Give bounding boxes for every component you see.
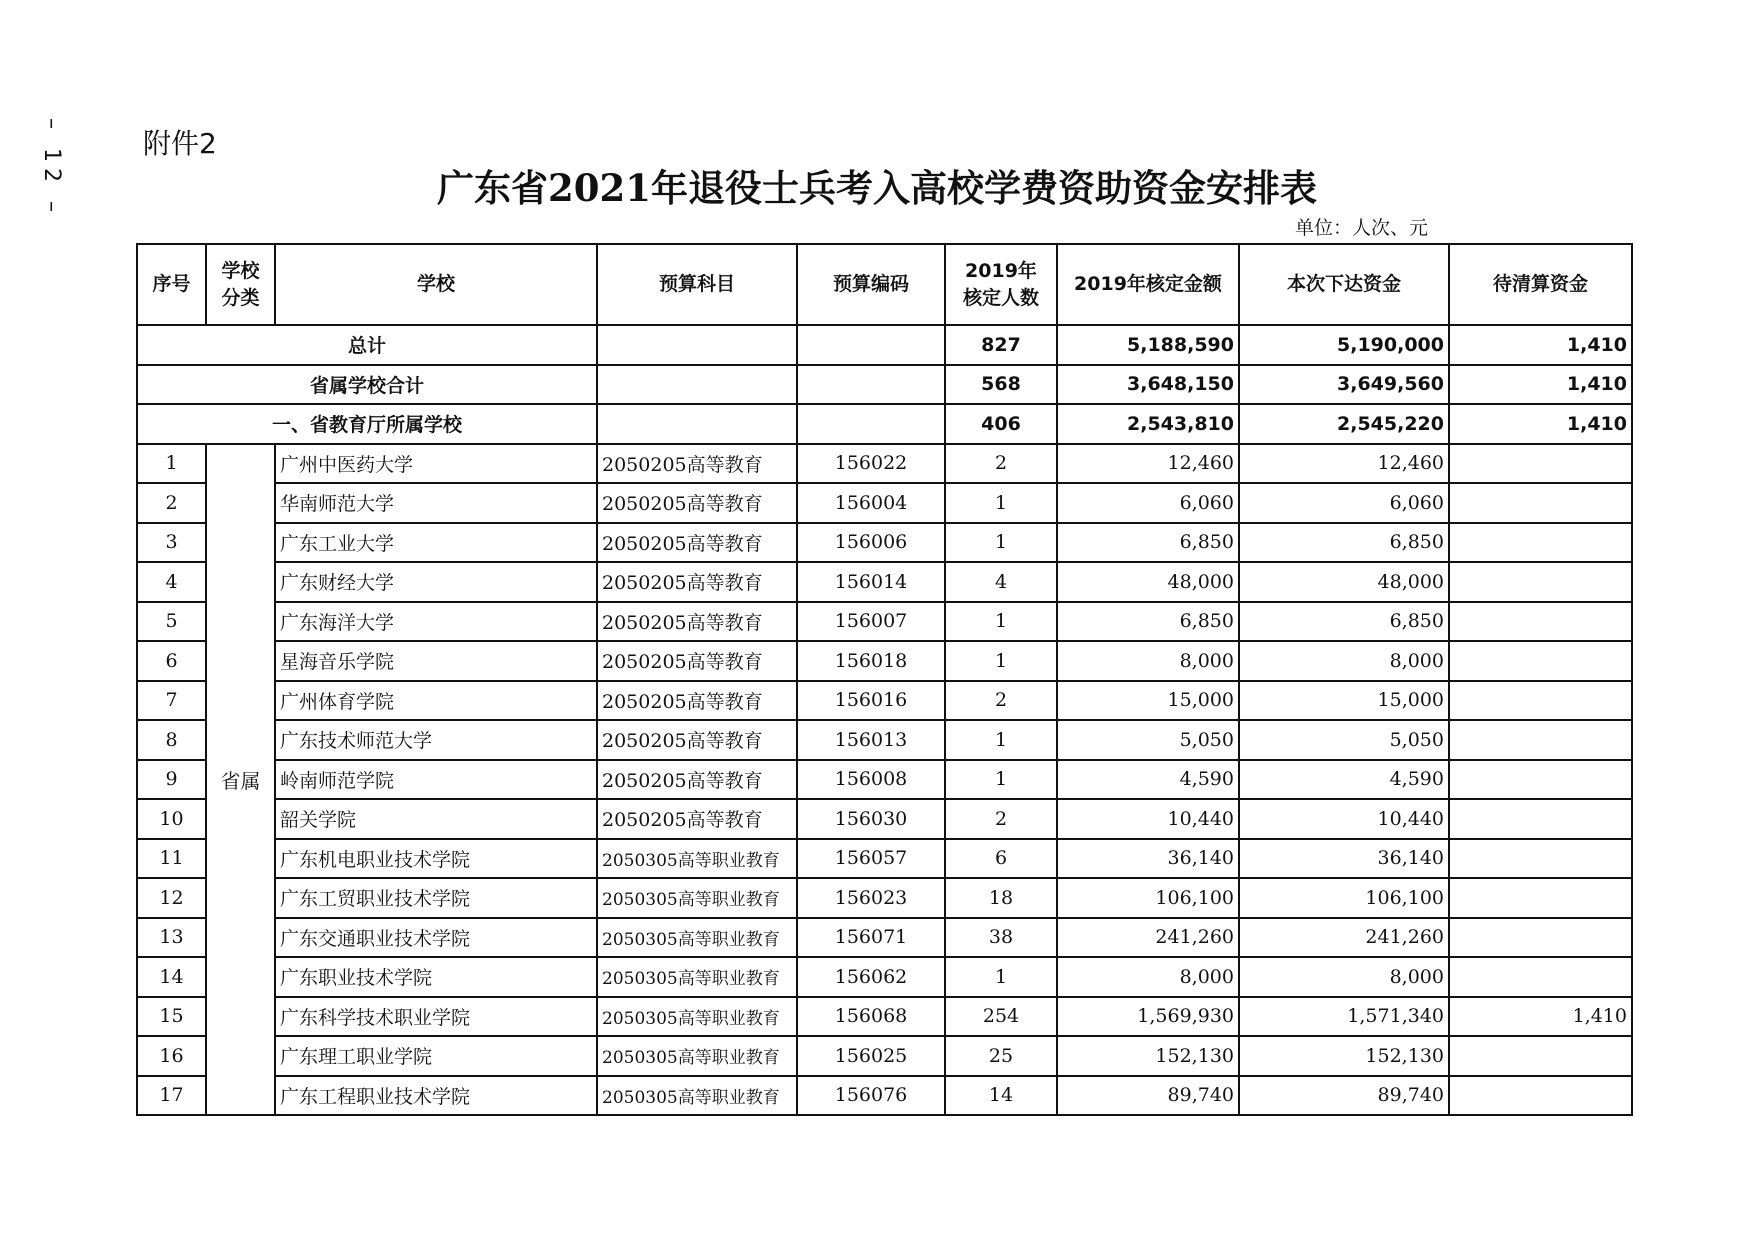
row-school: 广东海洋大学: [275, 602, 597, 642]
attachment-label: 附件2: [143, 127, 217, 160]
row-issued: 6,060: [1239, 483, 1449, 523]
row-seq: 12: [137, 878, 206, 918]
row-amount: 6,060: [1057, 483, 1239, 523]
row-seq: 10: [137, 799, 206, 839]
header-subject: 预算科目: [597, 244, 797, 325]
row-count: 1: [945, 483, 1057, 523]
header-count: 2019年核定人数: [945, 244, 1057, 325]
row-code: 156004: [797, 483, 945, 523]
row-code: 156057: [797, 839, 945, 879]
row-seq: 3: [137, 523, 206, 563]
table-row: [137, 760, 1632, 800]
header-category: 学校分类: [206, 244, 275, 325]
row-seq: 9: [137, 760, 206, 800]
row-amount: 89,740: [1057, 1076, 1239, 1116]
document-title: 广东省2021年退役士兵考入高校学费资助资金安排表: [437, 166, 1317, 210]
summary-code: [797, 404, 945, 444]
row-pending: [1449, 1076, 1632, 1116]
row-count: 1: [945, 720, 1057, 760]
row-count: 2: [945, 681, 1057, 721]
row-count: 1: [945, 523, 1057, 563]
row-seq: 1: [137, 444, 206, 484]
header-seq: 序号: [137, 244, 206, 325]
row-code: 156025: [797, 1036, 945, 1076]
row-subject: 2050305高等职业教育: [597, 878, 797, 918]
row-code: 156068: [797, 997, 945, 1037]
row-issued: 6,850: [1239, 523, 1449, 563]
row-school: 广州体育学院: [275, 681, 597, 721]
row-seq: 16: [137, 1036, 206, 1076]
row-code: 156013: [797, 720, 945, 760]
row-count: 14: [945, 1076, 1057, 1116]
row-code: 156071: [797, 918, 945, 958]
row-seq: 17: [137, 1076, 206, 1116]
row-subject: 2050205高等教育: [597, 720, 797, 760]
table-row: [137, 918, 1632, 958]
summary-issued: 3,649,560: [1239, 365, 1449, 405]
row-amount: 10,440: [1057, 799, 1239, 839]
row-school: 广东技术师范大学: [275, 720, 597, 760]
row-issued: 241,260: [1239, 918, 1449, 958]
row-school: 广东工贸职业技术学院: [275, 878, 597, 918]
row-amount: 152,130: [1057, 1036, 1239, 1076]
row-seq: 8: [137, 720, 206, 760]
row-issued: 8,000: [1239, 957, 1449, 997]
row-issued: 1,571,340: [1239, 997, 1449, 1037]
row-issued: 15,000: [1239, 681, 1449, 721]
table-row: [137, 957, 1632, 997]
row-issued: 12,460: [1239, 444, 1449, 484]
summary-amount: 3,648,150: [1057, 365, 1239, 405]
table-row: [137, 1076, 1632, 1116]
header-issued: 本次下达资金: [1239, 244, 1449, 325]
row-amount: 15,000: [1057, 681, 1239, 721]
summary-issued: 5,190,000: [1239, 325, 1449, 365]
row-subject: 2050205高等教育: [597, 523, 797, 563]
row-issued: 89,740: [1239, 1076, 1449, 1116]
row-amount: 106,100: [1057, 878, 1239, 918]
summary-subject: [597, 404, 797, 444]
row-issued: 36,140: [1239, 839, 1449, 879]
row-amount: 12,460: [1057, 444, 1239, 484]
row-seq: 14: [137, 957, 206, 997]
summary-label: 一、省教育厅所属学校: [137, 404, 597, 444]
row-subject: 2050205高等教育: [597, 562, 797, 602]
row-subject: 2050305高等职业教育: [597, 1076, 797, 1116]
row-count: 2: [945, 799, 1057, 839]
table-row: [137, 878, 1632, 918]
row-pending: 1,410: [1449, 997, 1632, 1037]
row-school: 广东机电职业技术学院: [275, 839, 597, 879]
row-count: 1: [945, 602, 1057, 642]
row-issued: 48,000: [1239, 562, 1449, 602]
row-amount: 6,850: [1057, 602, 1239, 642]
summary-amount: 5,188,590: [1057, 325, 1239, 365]
row-subject: 2050205高等教育: [597, 641, 797, 681]
summary-row: [137, 365, 1632, 405]
row-count: 18: [945, 878, 1057, 918]
summary-label: 省属学校合计: [137, 365, 597, 405]
row-count: 254: [945, 997, 1057, 1037]
row-amount: 8,000: [1057, 957, 1239, 997]
category-cell: 省属: [206, 444, 275, 1116]
row-code: 156076: [797, 1076, 945, 1116]
row-count: 25: [945, 1036, 1057, 1076]
row-pending: [1449, 799, 1632, 839]
row-pending: [1449, 444, 1632, 484]
row-school: 星海音乐学院: [275, 641, 597, 681]
row-issued: 5,050: [1239, 720, 1449, 760]
row-issued: 10,440: [1239, 799, 1449, 839]
table-row: [137, 799, 1632, 839]
row-subject: 2050305高等职业教育: [597, 1036, 797, 1076]
row-subject: 2050205高等教育: [597, 681, 797, 721]
row-count: 6: [945, 839, 1057, 879]
summary-row: [137, 325, 1632, 365]
row-school: 岭南师范学院: [275, 760, 597, 800]
row-count: 1: [945, 957, 1057, 997]
row-amount: 8,000: [1057, 641, 1239, 681]
row-school: 广东职业技术学院: [275, 957, 597, 997]
summary-pending: 1,410: [1449, 404, 1632, 444]
row-seq: 6: [137, 641, 206, 681]
row-amount: 241,260: [1057, 918, 1239, 958]
summary-count: 406: [945, 404, 1057, 444]
row-code: 156016: [797, 681, 945, 721]
summary-code: [797, 365, 945, 405]
table-row: [137, 562, 1632, 602]
row-pending: [1449, 720, 1632, 760]
row-pending: [1449, 562, 1632, 602]
summary-amount: 2,543,810: [1057, 404, 1239, 444]
page-number: – 12 –: [39, 118, 64, 218]
row-issued: 106,100: [1239, 878, 1449, 918]
row-school: 广东财经大学: [275, 562, 597, 602]
row-school: 广州中医药大学: [275, 444, 597, 484]
row-subject: 2050205高等教育: [597, 483, 797, 523]
summary-subject: [597, 365, 797, 405]
row-amount: 48,000: [1057, 562, 1239, 602]
row-school: 韶关学院: [275, 799, 597, 839]
row-count: 4: [945, 562, 1057, 602]
row-code: 156008: [797, 760, 945, 800]
row-code: 156022: [797, 444, 945, 484]
row-subject: 2050205高等教育: [597, 799, 797, 839]
row-code: 156018: [797, 641, 945, 681]
header-school: 学校: [275, 244, 597, 325]
summary-row: [137, 404, 1632, 444]
funding-table: [136, 243, 1633, 1116]
row-amount: 4,590: [1057, 760, 1239, 800]
row-pending: [1449, 878, 1632, 918]
table-row: [137, 602, 1632, 642]
summary-code: [797, 325, 945, 365]
row-seq: 7: [137, 681, 206, 721]
row-count: 38: [945, 918, 1057, 958]
row-school: 广东科学技术职业学院: [275, 997, 597, 1037]
row-code: 156014: [797, 562, 945, 602]
row-issued: 4,590: [1239, 760, 1449, 800]
table-row: [137, 681, 1632, 721]
row-pending: [1449, 641, 1632, 681]
row-school: 广东工业大学: [275, 523, 597, 563]
row-seq: 13: [137, 918, 206, 958]
row-seq: 5: [137, 602, 206, 642]
row-pending: [1449, 918, 1632, 958]
row-seq: 4: [137, 562, 206, 602]
summary-subject: [597, 325, 797, 365]
row-subject: 2050305高等职业教育: [597, 918, 797, 958]
table-row: [137, 997, 1632, 1037]
row-code: 156023: [797, 878, 945, 918]
row-seq: 11: [137, 839, 206, 879]
row-subject: 2050305高等职业教育: [597, 839, 797, 879]
table-row: [137, 523, 1632, 563]
row-subject: 2050205高等教育: [597, 760, 797, 800]
row-seq: 2: [137, 483, 206, 523]
row-pending: [1449, 957, 1632, 997]
row-code: 156030: [797, 799, 945, 839]
row-amount: 5,050: [1057, 720, 1239, 760]
summary-count: 827: [945, 325, 1057, 365]
row-issued: 8,000: [1239, 641, 1449, 681]
table-row: [137, 720, 1632, 760]
table-row: [137, 839, 1632, 879]
row-amount: 6,850: [1057, 523, 1239, 563]
table-row: [137, 444, 1632, 484]
summary-count: 568: [945, 365, 1057, 405]
row-pending: [1449, 681, 1632, 721]
row-count: 1: [945, 760, 1057, 800]
row-seq: 15: [137, 997, 206, 1037]
row-count: 2: [945, 444, 1057, 484]
header-code: 预算编码: [797, 244, 945, 325]
row-code: 156062: [797, 957, 945, 997]
row-code: 156006: [797, 523, 945, 563]
row-school: 华南师范大学: [275, 483, 597, 523]
table-header-row: [137, 244, 1632, 325]
row-subject: 2050305高等职业教育: [597, 997, 797, 1037]
row-school: 广东交通职业技术学院: [275, 918, 597, 958]
table-row: [137, 641, 1632, 681]
row-pending: [1449, 602, 1632, 642]
row-pending: [1449, 523, 1632, 563]
unit-label: 单位：人次、元: [1295, 217, 1429, 239]
row-pending: [1449, 1036, 1632, 1076]
table-row: [137, 1036, 1632, 1076]
summary-issued: 2,545,220: [1239, 404, 1449, 444]
row-pending: [1449, 483, 1632, 523]
row-amount: 36,140: [1057, 839, 1239, 879]
row-issued: 6,850: [1239, 602, 1449, 642]
row-code: 156007: [797, 602, 945, 642]
row-pending: [1449, 839, 1632, 879]
summary-pending: 1,410: [1449, 325, 1632, 365]
header-pending: 待清算资金: [1449, 244, 1632, 325]
row-subject: 2050205高等教育: [597, 602, 797, 642]
row-school: 广东工程职业技术学院: [275, 1076, 597, 1116]
row-subject: 2050305高等职业教育: [597, 957, 797, 997]
row-issued: 152,130: [1239, 1036, 1449, 1076]
row-subject: 2050205高等教育: [597, 444, 797, 484]
table-row: [137, 483, 1632, 523]
row-count: 1: [945, 641, 1057, 681]
row-pending: [1449, 760, 1632, 800]
header-amount: 2019年核定金额: [1057, 244, 1239, 325]
row-school: 广东理工职业学院: [275, 1036, 597, 1076]
summary-label: 总计: [137, 325, 597, 365]
row-amount: 1,569,930: [1057, 997, 1239, 1037]
summary-pending: 1,410: [1449, 365, 1632, 405]
